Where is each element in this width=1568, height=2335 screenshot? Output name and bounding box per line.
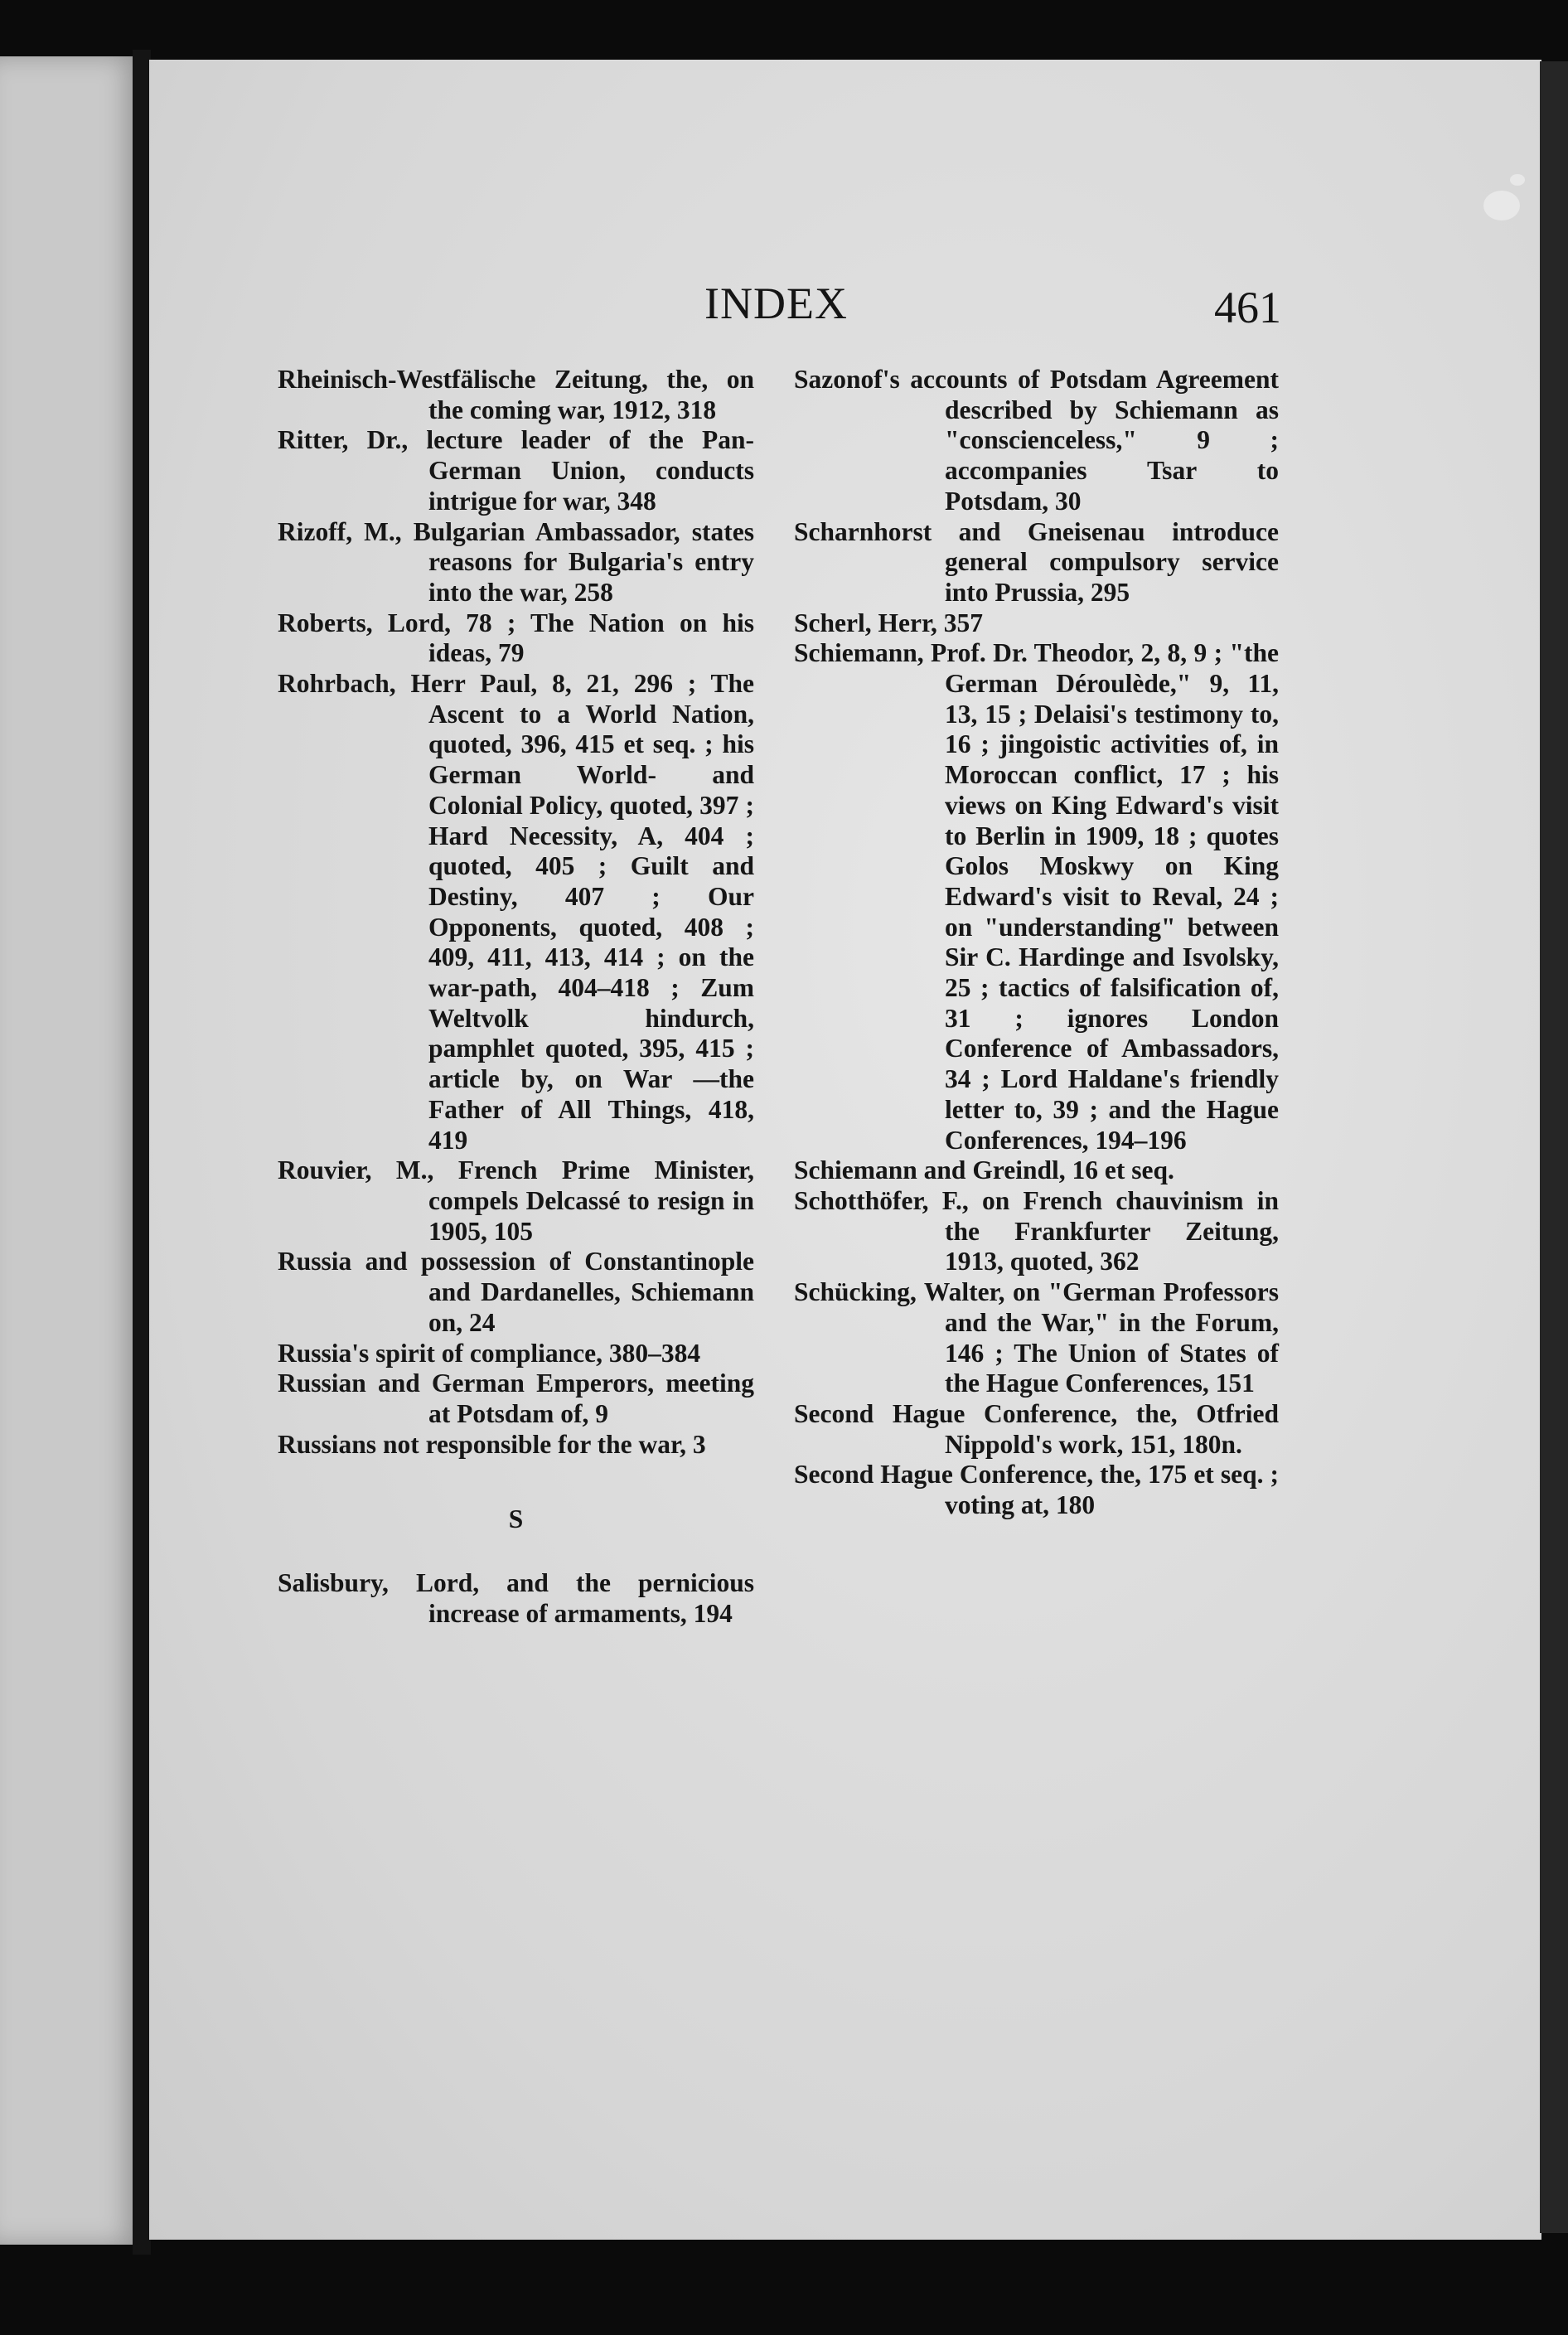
index-entry: Russia's spirit of compliance, 380–384 <box>278 1338 701 1368</box>
index-entry: Russian and German Emperors, meeting at Potsdam of, 9 <box>278 1369 754 1428</box>
index-entry: Russia and possession of Constantinople and Dardanelles, Schiemann on, 24 <box>278 1247 754 1337</box>
index-entry: Rizoff, M., Bulgarian Ambassador, states reasons for Bulgaria's entry into the war, 258 <box>278 516 754 607</box>
book-gutter <box>133 50 151 2255</box>
index-entry: Roberts, Lord, 78 ; The Nation on his ideas, 79 <box>278 608 754 668</box>
index-entry: Schiemann and Greindl, 16 et seq. <box>794 1155 1174 1185</box>
paper-blemish <box>1483 191 1520 220</box>
index-entry: Schücking, Walter, on "German Professors and the War," in the Forum, 146 ; The Union of States of the Hague Conferences, 151 <box>794 1277 1279 1398</box>
index-entry: Salisbury, Lord, and the pernicious increase of armaments, 194 <box>278 1568 754 1628</box>
index-entry: Ritter, Dr., lecture leader of the Pan-German Union, conducts intrigue for war, 348 <box>278 425 754 516</box>
facing-page-edge <box>0 56 141 2245</box>
index-entry: Scharnhorst and Gneisenau introduce general compulsory service into Prussia, 295 <box>794 516 1279 607</box>
page-title: INDEX <box>704 279 848 328</box>
index-entry: Schiemann, Prof. Dr. Theodor, 2, 8, 9 ; "the German Déroulède," 9, 11, 13, 15 ; Delaisi's testimony to, 16 ; jingoistic activities of, in Moroccan conflict, 17 ; his views on King Edward's visit to Berlin in 1909, 18 ; quotes Golos Moskwy on King Edward's visit to Reval, 24 ; on "understanding" between Sir C. Hardinge and Isvolsky, 25 ; tactics of falsification of, 31 ; ignores London Conference of Ambassadors, 34 ; Lord Haldane's friendly letter to, 39 ; and the Hague Conferences, 194–196 <box>794 638 1279 1155</box>
index-entry: Russians not responsible for the war, 3 <box>278 1429 706 1459</box>
index-column-right <box>794 365 1279 1521</box>
paper-blemish <box>1510 174 1525 186</box>
index-entry: Scherl, Herr, 357 <box>794 608 984 637</box>
page-edge-shadow <box>1540 61 1568 2233</box>
index-column-left <box>278 365 754 1629</box>
page-number: 461 <box>1214 283 1281 332</box>
index-entry: Rouvier, M., French Prime Minister, compels Delcassé to resign in 1905, 105 <box>278 1155 754 1246</box>
index-entry: Second Hague Conference, the, Otfried Nippold's work, 151, 180n. <box>794 1398 1279 1459</box>
index-entry: Second Hague Conference, the, 175 et seq. ; voting at, 180 <box>794 1460 1279 1520</box>
index-entry: Schotthöfer, F., on French chauvinism in the Frankfurter Zeitung, 1913, quoted, 362 <box>794 1185 1279 1276</box>
section-letter: S <box>508 1504 524 1534</box>
index-entry: Rheinisch-Westfälische Zeitung, the, on the coming war, 1912, 318 <box>278 365 754 424</box>
index-entry: Sazonof's accounts of Potsdam Agreement described by Schiemann as "conscienceless," 9 ; accompanies Tsar to Potsdam, 30 <box>794 365 1279 516</box>
index-entry: Rohrbach, Herr Paul, 8, 21, 296 ; The Ascent to a World Nation, quoted, 396, 415 et seq. ; his German World- and Colonial Policy, quoted, 397 ; Hard Necessity, A, 404 ; quoted, 405 ; Guilt and Destiny, 407 ; Our Opponents, quoted, 408 ; 409, 411, 413, 414 ; on the war-path, 404–418 ; Zum Weltvolk hindurch, pamphlet quoted, 395, 415 ; article by, on War —the Father of All Things, 418, 419 <box>278 669 754 1155</box>
